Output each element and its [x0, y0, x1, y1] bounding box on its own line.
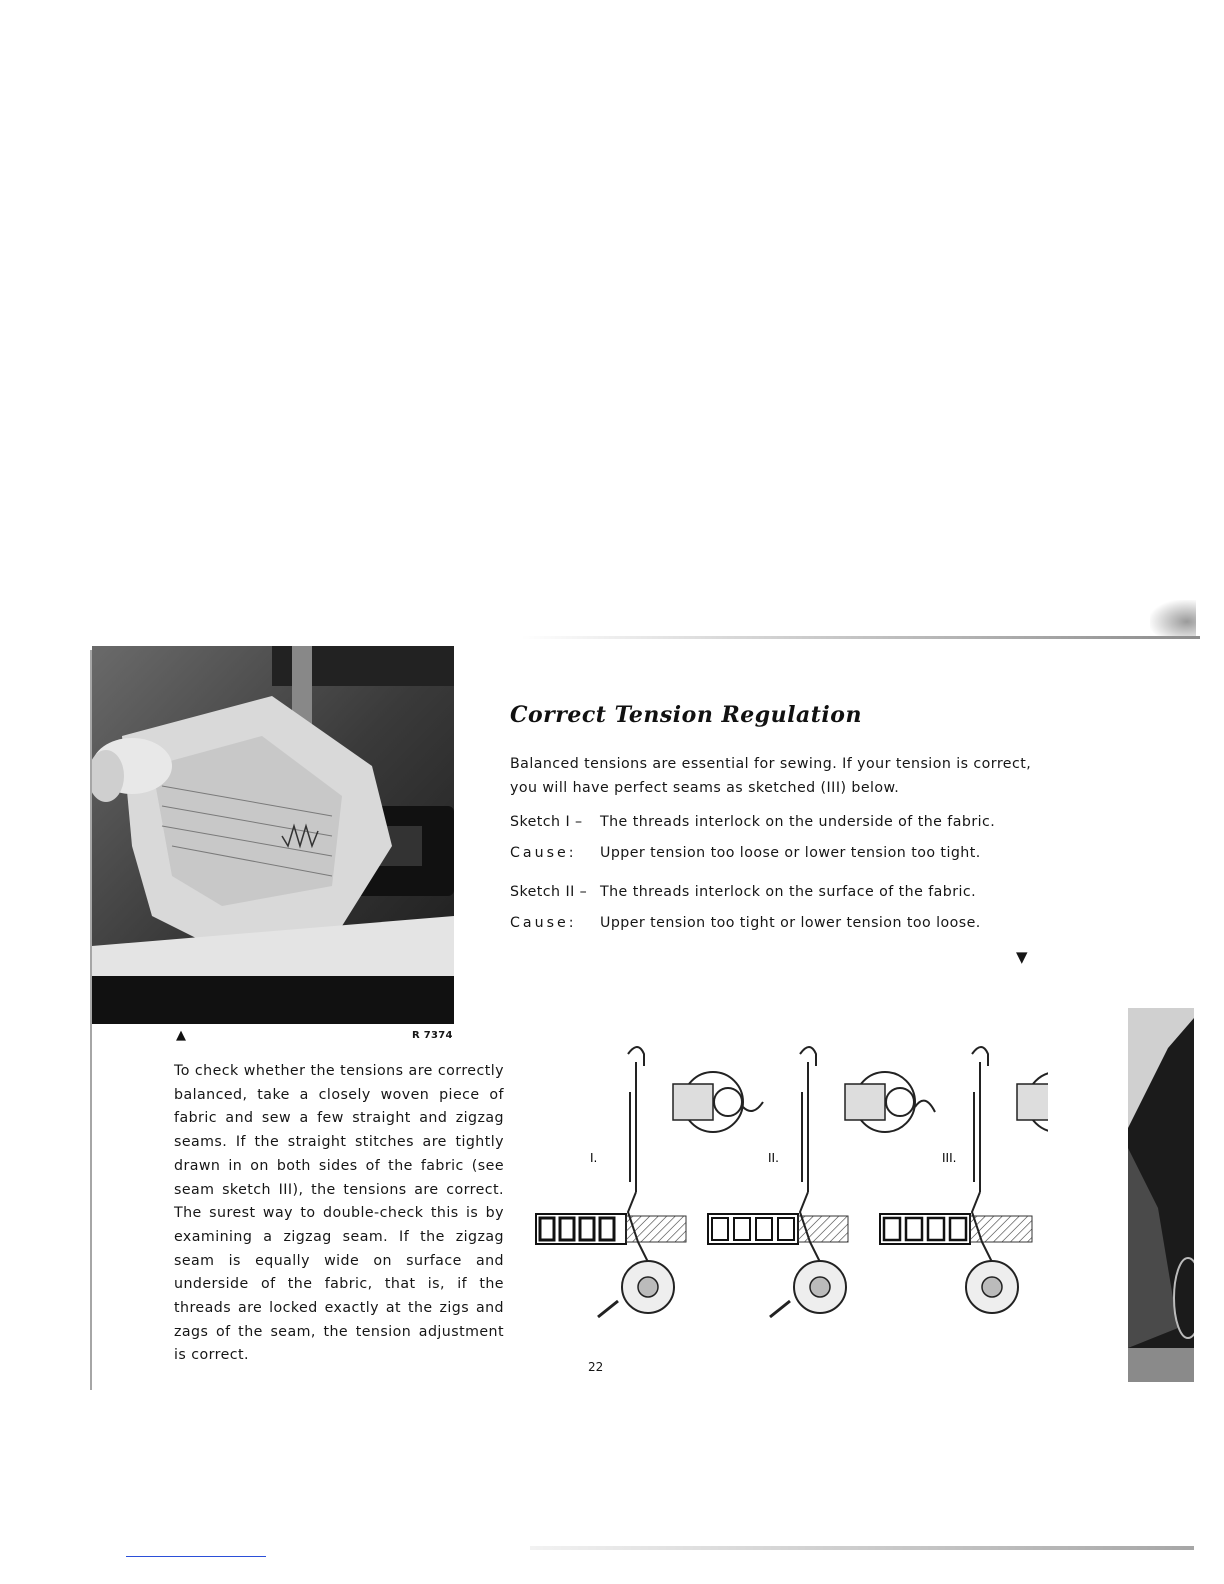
cause-text: Upper tension too loose or lower tension too tight.: [600, 845, 981, 861]
scan-smudge: [1150, 600, 1196, 636]
tension-diagram: [528, 1032, 1048, 1332]
sketch-label-i: I.: [590, 1151, 598, 1165]
sketch-label: Sketch I –: [510, 814, 583, 830]
sketch-text: The threads interlock on the surface of the fabric.: [600, 884, 977, 900]
sketch-label: Sketch II –: [510, 884, 588, 900]
page-title: Correct Tension Regulation: [510, 702, 862, 728]
sketch-two: [708, 1047, 935, 1317]
sewing-photo: [92, 646, 454, 1024]
up-arrow-icon: ▲: [176, 1028, 186, 1043]
instructions-paragraph: To check whether the tensions are correctly balanced, take a closely woven piece of fabric and sew a few straight and zigzag seams. If the straight stitches are tightly drawn in on both sides of the fabric (see seam sketch III), the tensions are correct. The surest way to double-check this is by examining a zigzag seam. If the zigzag seam is equally wide on surface and underside of the fabric, that is, if the threads are locked exactly at the zigs and zags of the seam, the tension adjustment is correct.: [174, 1063, 504, 1364]
cause-text: Upper tension too tight or lower tension too loose.: [600, 915, 981, 931]
blue-line: [126, 1556, 266, 1557]
intro-paragraph: Balanced tensions are essential for sewing. If your tension is correct, you will have perfect seams as sketched (III) below.: [510, 756, 1032, 796]
scan-rule-bottom: [530, 1546, 1194, 1550]
photo-code: R 7374: [412, 1030, 453, 1041]
page-number: 22: [588, 1360, 604, 1374]
cause-label: Cause:: [510, 845, 577, 861]
sketch-one: [536, 1047, 763, 1317]
sketch-text: The threads interlock on the underside of the fabric.: [600, 814, 996, 830]
sketch-label-ii: II.: [768, 1151, 779, 1165]
cause-label: Cause:: [510, 915, 577, 931]
sketch-label-iii: III.: [942, 1151, 957, 1165]
down-arrow-icon: ▼: [1016, 948, 1028, 966]
scan-rule-top: [520, 636, 1200, 639]
adjacent-page-scrap: [1128, 1008, 1194, 1382]
